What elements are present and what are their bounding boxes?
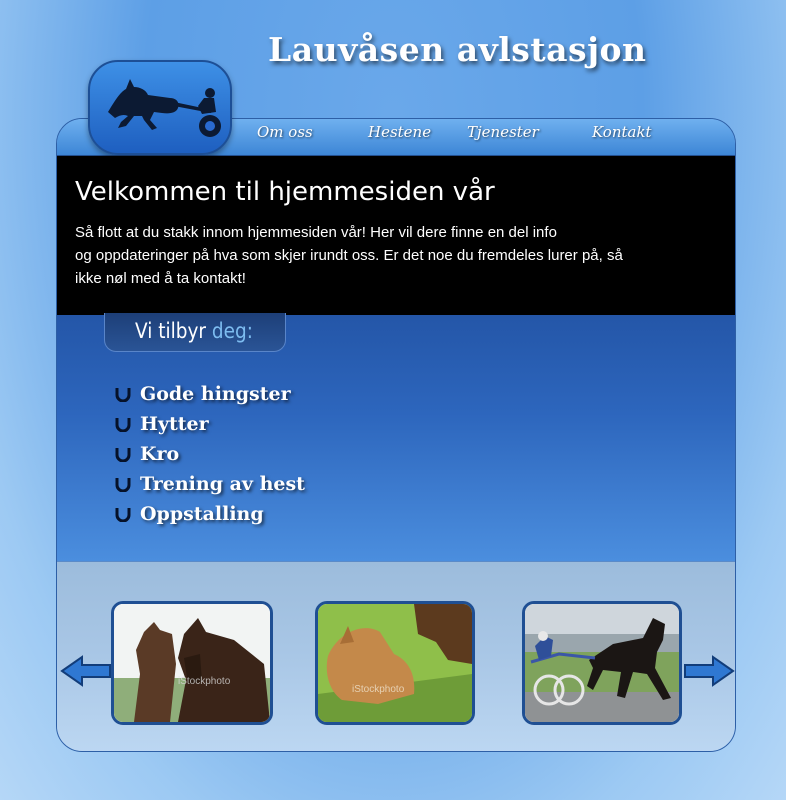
offer-item-label: Kro <box>140 443 180 465</box>
watermark-text: iStockphoto <box>178 676 231 687</box>
nav-item-kontakt[interactable]: Kontakt <box>592 123 652 141</box>
content-frame <box>56 118 736 752</box>
welcome-line: ikke nøl med å ta kontakt! <box>75 270 246 287</box>
gallery-section <box>57 561 736 752</box>
welcome-line: Så flott at du stakk innom hjemmesiden vår! Her vil dere finne en del info <box>75 224 557 241</box>
gallery-thumb-trotter[interactable] <box>522 601 682 725</box>
offer-item-label: Oppstalling <box>140 503 264 525</box>
watermark-text: iStockphoto <box>352 684 405 695</box>
offer-item-label: Hytter <box>140 413 209 435</box>
list-item <box>115 469 305 499</box>
offer-heading-tab <box>104 313 286 352</box>
offer-item-label: Gode hingster <box>140 383 291 405</box>
gallery-thumb-horses[interactable] <box>111 601 273 725</box>
logo[interactable] <box>88 60 232 155</box>
offer-item-label: Trening av hest <box>140 473 305 495</box>
trotter-photo <box>525 604 679 722</box>
welcome-line: og oppdateringer på hva som skjer irundt oss. Er det noe du fremdeles lurer på, så <box>75 247 623 264</box>
horseshoe-icon <box>115 416 131 432</box>
welcome-section <box>57 156 736 315</box>
list-item <box>115 379 305 409</box>
offer-section <box>57 315 736 561</box>
offer-heading <box>135 319 253 343</box>
offer-list <box>115 379 305 529</box>
site-title: Lauvåsen avlstasjon <box>268 30 647 69</box>
horseshoe-icon <box>115 446 131 462</box>
offer-heading-accent: deg: <box>211 319 253 343</box>
foal-photo <box>318 604 472 722</box>
arrow-right-icon[interactable] <box>683 654 735 688</box>
harness-racer-logo-icon <box>90 62 230 153</box>
horseshoe-icon <box>115 386 131 402</box>
nav-item-om-oss[interactable]: Om oss <box>257 123 313 141</box>
horses-photo <box>114 604 270 722</box>
nav-item-tjenester[interactable]: Tjenester <box>467 123 539 141</box>
welcome-text <box>75 221 695 290</box>
list-item <box>115 409 305 439</box>
nav-item-hestene[interactable]: Hestene <box>368 123 432 141</box>
list-item <box>115 499 305 529</box>
horseshoe-icon <box>115 506 131 522</box>
offer-heading-main: Vi tilbyr <box>135 319 207 343</box>
gallery-thumb-foal[interactable] <box>315 601 475 725</box>
welcome-title: Velkommen til hjemmesiden vår <box>75 177 495 207</box>
list-item <box>115 439 305 469</box>
horseshoe-icon <box>115 476 131 492</box>
arrow-left-icon[interactable] <box>60 654 112 688</box>
